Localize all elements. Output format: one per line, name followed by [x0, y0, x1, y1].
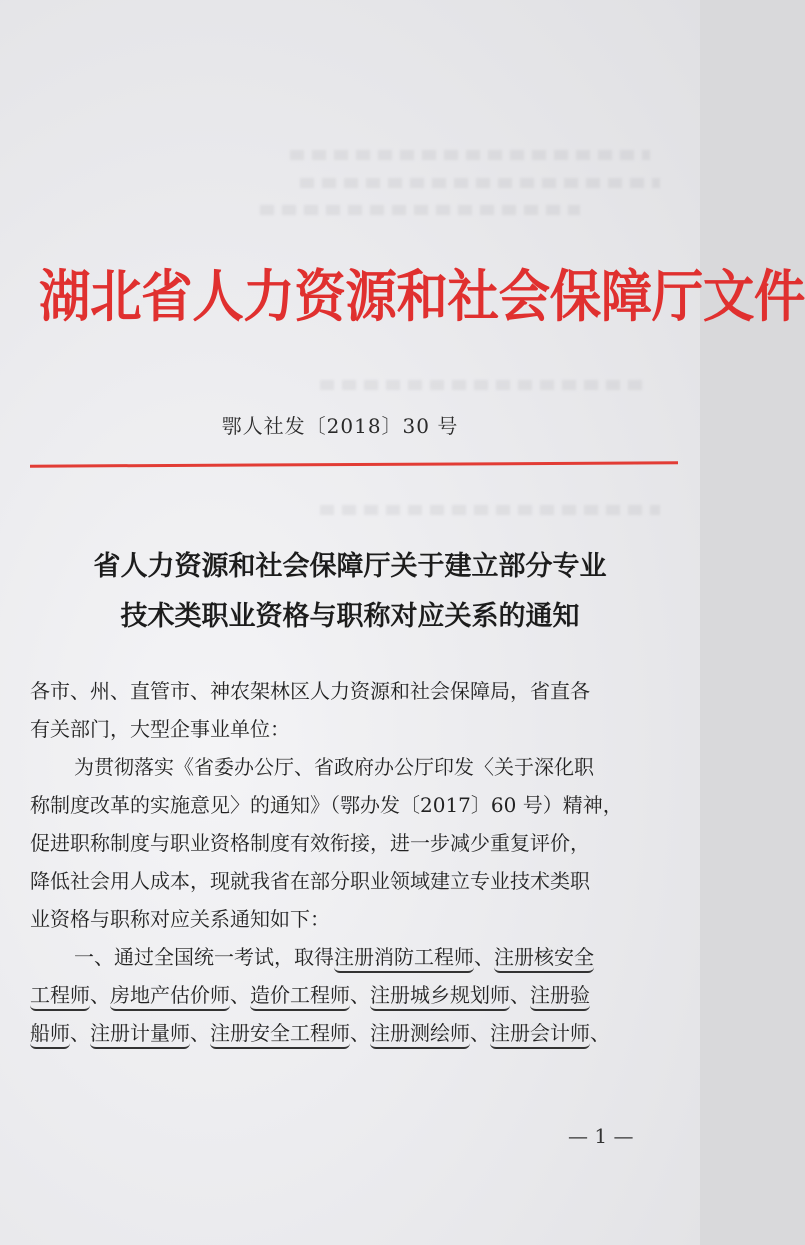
bleed-through-mark — [320, 380, 650, 390]
separator: 、 — [590, 1021, 610, 1045]
separator: 、 — [190, 1021, 210, 1045]
qualification-underlined: 注册消防工程师 — [334, 945, 474, 973]
bleed-through-mark — [290, 150, 650, 160]
page-number: — 1 — — [568, 1124, 634, 1148]
red-divider-line — [30, 461, 678, 467]
separator: 、 — [70, 1021, 90, 1045]
bleed-through-mark — [260, 205, 580, 215]
qualification-underlined: 注册测绘师 — [370, 1021, 470, 1049]
qualification-underlined: 房地产估价师 — [110, 983, 230, 1011]
document-body — [30, 672, 670, 1052]
paragraph-line: 为贯彻落实《省委办公厅、省政府办公厅印发〈关于深化职 — [74, 755, 594, 779]
separator: 、 — [474, 945, 494, 969]
bleed-through-mark — [320, 505, 660, 515]
notice-title-line: 省人力资源和社会保障厅关于建立部分专业 — [93, 551, 607, 582]
qualification-underlined: 注册计量师 — [90, 1021, 190, 1049]
paragraph-line — [30, 976, 670, 1014]
paragraph-line — [30, 1014, 670, 1052]
document-number: 鄂人社发〔2018〕30 号 — [221, 414, 459, 438]
separator: 、 — [510, 983, 530, 1007]
paragraph-line: 业资格与职称对应关系通知如下： — [30, 907, 330, 931]
paragraph-lead-text: 一、通过全国统一考试，取得 — [74, 945, 334, 969]
qualification-underlined: 注册核安全 — [494, 945, 594, 973]
separator: 、 — [470, 1021, 490, 1045]
separator: 、 — [350, 1021, 370, 1045]
qualification-underlined: 注册会计师 — [490, 1021, 590, 1049]
paragraph-line — [30, 938, 670, 976]
separator: 、 — [90, 983, 110, 1007]
recipients-line: 各市、州、直管市、神农架林区人力资源和社会保障局，省直各 — [30, 679, 590, 703]
paragraph-line: 促进职称制度与职业资格制度有效衔接，进一步减少重复评价， — [30, 831, 590, 855]
qualification-underlined: 造价工程师 — [250, 983, 350, 1011]
separator: 、 — [350, 983, 370, 1007]
paragraph-line: 降低社会用人成本，现就我省在部分职业领域建立专业技术类职 — [30, 869, 590, 893]
paragraph-line: 称制度改革的实施意见〉的通知》（鄂办发〔2017〕60 号）精神， — [30, 793, 623, 817]
qualification-underlined: 注册城乡规划师 — [370, 983, 510, 1011]
recipients-line: 有关部门，大型企事业单位： — [30, 717, 290, 741]
notice-title — [40, 542, 660, 642]
bleed-through-mark — [300, 178, 660, 188]
qualification-underlined: 船师 — [30, 1021, 70, 1049]
issuer-header-title: 湖北省人力资源和社会保障厅文件 — [39, 264, 805, 330]
separator: 、 — [230, 983, 250, 1007]
qualification-underlined: 注册验 — [530, 983, 590, 1011]
notice-title-line: 技术类职业资格与职称对应关系的通知 — [120, 601, 580, 632]
qualification-underlined: 工程师 — [30, 983, 90, 1011]
qualification-underlined: 注册安全工程师 — [210, 1021, 350, 1049]
